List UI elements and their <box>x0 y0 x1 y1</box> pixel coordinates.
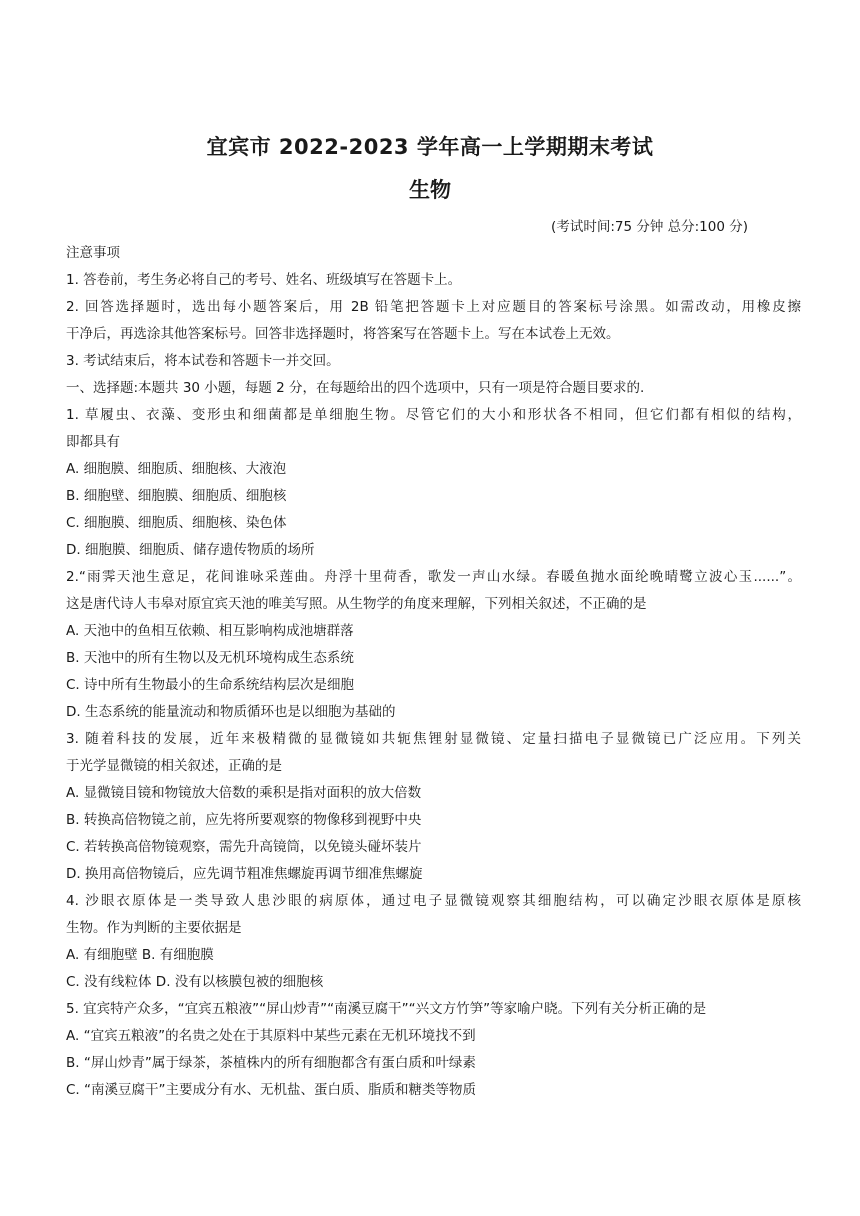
text-line: A. “宜宾五粮液”的名贵之处在于其原料中某些元素在无机环境找不到 <box>66 1028 476 1044</box>
text-line: C. 没有线粒体 D. 没有以核膜包被的细胞核 <box>66 974 324 990</box>
text-line: A. 显微镜目镜和物镜放大倍数的乘积是指对面积的放大倍数 <box>66 785 422 801</box>
text-line: 5. 宜宾特产众多，“宜宾五粮液”“屏山炒青”“南溪豆腐干”“兴文方竹笋”等家喻户晓。下列有关分析正确的是 <box>66 1001 707 1017</box>
text-line: 2.“雨霁天池生意足，花间谁咏采莲曲。舟浮十里荷香，歌发一声山水绿。春暖鱼抛水面纶晚晴鹭立波心玉......”。 <box>66 569 801 585</box>
text-line: C. “南溪豆腐干”主要成分有水、无机盐、蛋白质、脂质和糖类等物质 <box>66 1082 476 1098</box>
text-line: 3. 随着科技的发展，近年来极精微的显微镜如共轭焦锂射显微镜、定量扫描电子显微镜已广泛应用。下列关 <box>66 731 801 747</box>
text-line: B. 转换高倍物镜之前，应先将所要观察的物像移到视野中央 <box>66 812 422 828</box>
exam-time-score: (考试时间:75 分钟 总分:100 分) <box>551 219 748 235</box>
text-line: D. 生态系统的能量流动和物质循环也是以细胞为基础的 <box>66 704 396 720</box>
text-line: B. 天池中的所有生物以及无机环境构成生态系统 <box>66 650 354 666</box>
text-line: C. 诗中所有生物最小的生命系统结构层次是细胞 <box>66 677 355 693</box>
text-line: 2. 回答选择题时，选出每小题答案后，用 2B 铅笔把答题卡上对应题目的答案标号涂黑。如需改动，用橡皮擦 <box>66 299 801 315</box>
exam-title: 宜宾市 2022-2023 学年高一上学期期末考试 <box>206 135 654 159</box>
text-line: A. 天池中的鱼相互依赖、相互影响构成池塘群落 <box>66 623 354 639</box>
text-line: B. 细胞壁、细胞膜、细胞质、细胞核 <box>66 488 287 504</box>
text-line: 于光学显微镜的相关叙述，正确的是 <box>66 758 282 774</box>
subject-title: 生物 <box>409 178 451 202</box>
text-line: 1. 草履虫、衣藻、变形虫和细菌都是单细胞生物。尽管它们的大小和形状各不相同，但它们都有相似的结构， <box>66 407 801 423</box>
text-line: D. 细胞膜、细胞质、储存遗传物质的场所 <box>66 542 315 558</box>
exam-body <box>66 240 801 1104</box>
text-line: B. “屏山炒青”属于绿茶，茶植株内的所有细胞都含有蛋白质和叶绿素 <box>66 1055 476 1071</box>
text-line: 生物。作为判断的主要依据是 <box>66 920 242 936</box>
text-line: C. 细胞膜、细胞质、细胞核、染色体 <box>66 515 287 531</box>
text-line: 4. 沙眼衣原体是一类导致人患沙眼的病原体，通过电子显微镜观察其细胞结构，可以确定沙眼衣原体是原核 <box>66 893 801 909</box>
text-line: 3. 考试结束后，将本试卷和答题卡一并交回。 <box>66 353 340 369</box>
text-line: 1. 答卷前，考生务必将自己的考号、姓名、班级填写在答题卡上。 <box>66 272 462 288</box>
text-line: C. 若转换高倍物镜观察，需先升高镜筒，以免镜头碰坏装片 <box>66 839 422 855</box>
text-line: D. 换用高倍物镜后，应先调节粗准焦螺旋再调节细准焦螺旋 <box>66 866 423 882</box>
text-line: 一、选择题:本题共 30 小题，每题 2 分，在每题给出的四个选项中，只有一项是符合题目要求的. <box>66 380 645 396</box>
text-line: 注意事项 <box>66 245 120 261</box>
text-line: 干净后，再选涂其他答案标号。回答非选择题时，将答案写在答题卡上。写在本试卷上无效。 <box>66 326 620 342</box>
text-line: A. 细胞膜、细胞质、细胞核、大液泡 <box>66 461 287 477</box>
text-line: 这是唐代诗人韦皋对原宜宾天池的唯美写照。从生物学的角度来理解，下列相关叙述，不正确的是 <box>66 596 647 612</box>
text-line: 即都具有 <box>66 434 120 450</box>
text-line: A. 有细胞壁 B. 有细胞膜 <box>66 947 214 963</box>
